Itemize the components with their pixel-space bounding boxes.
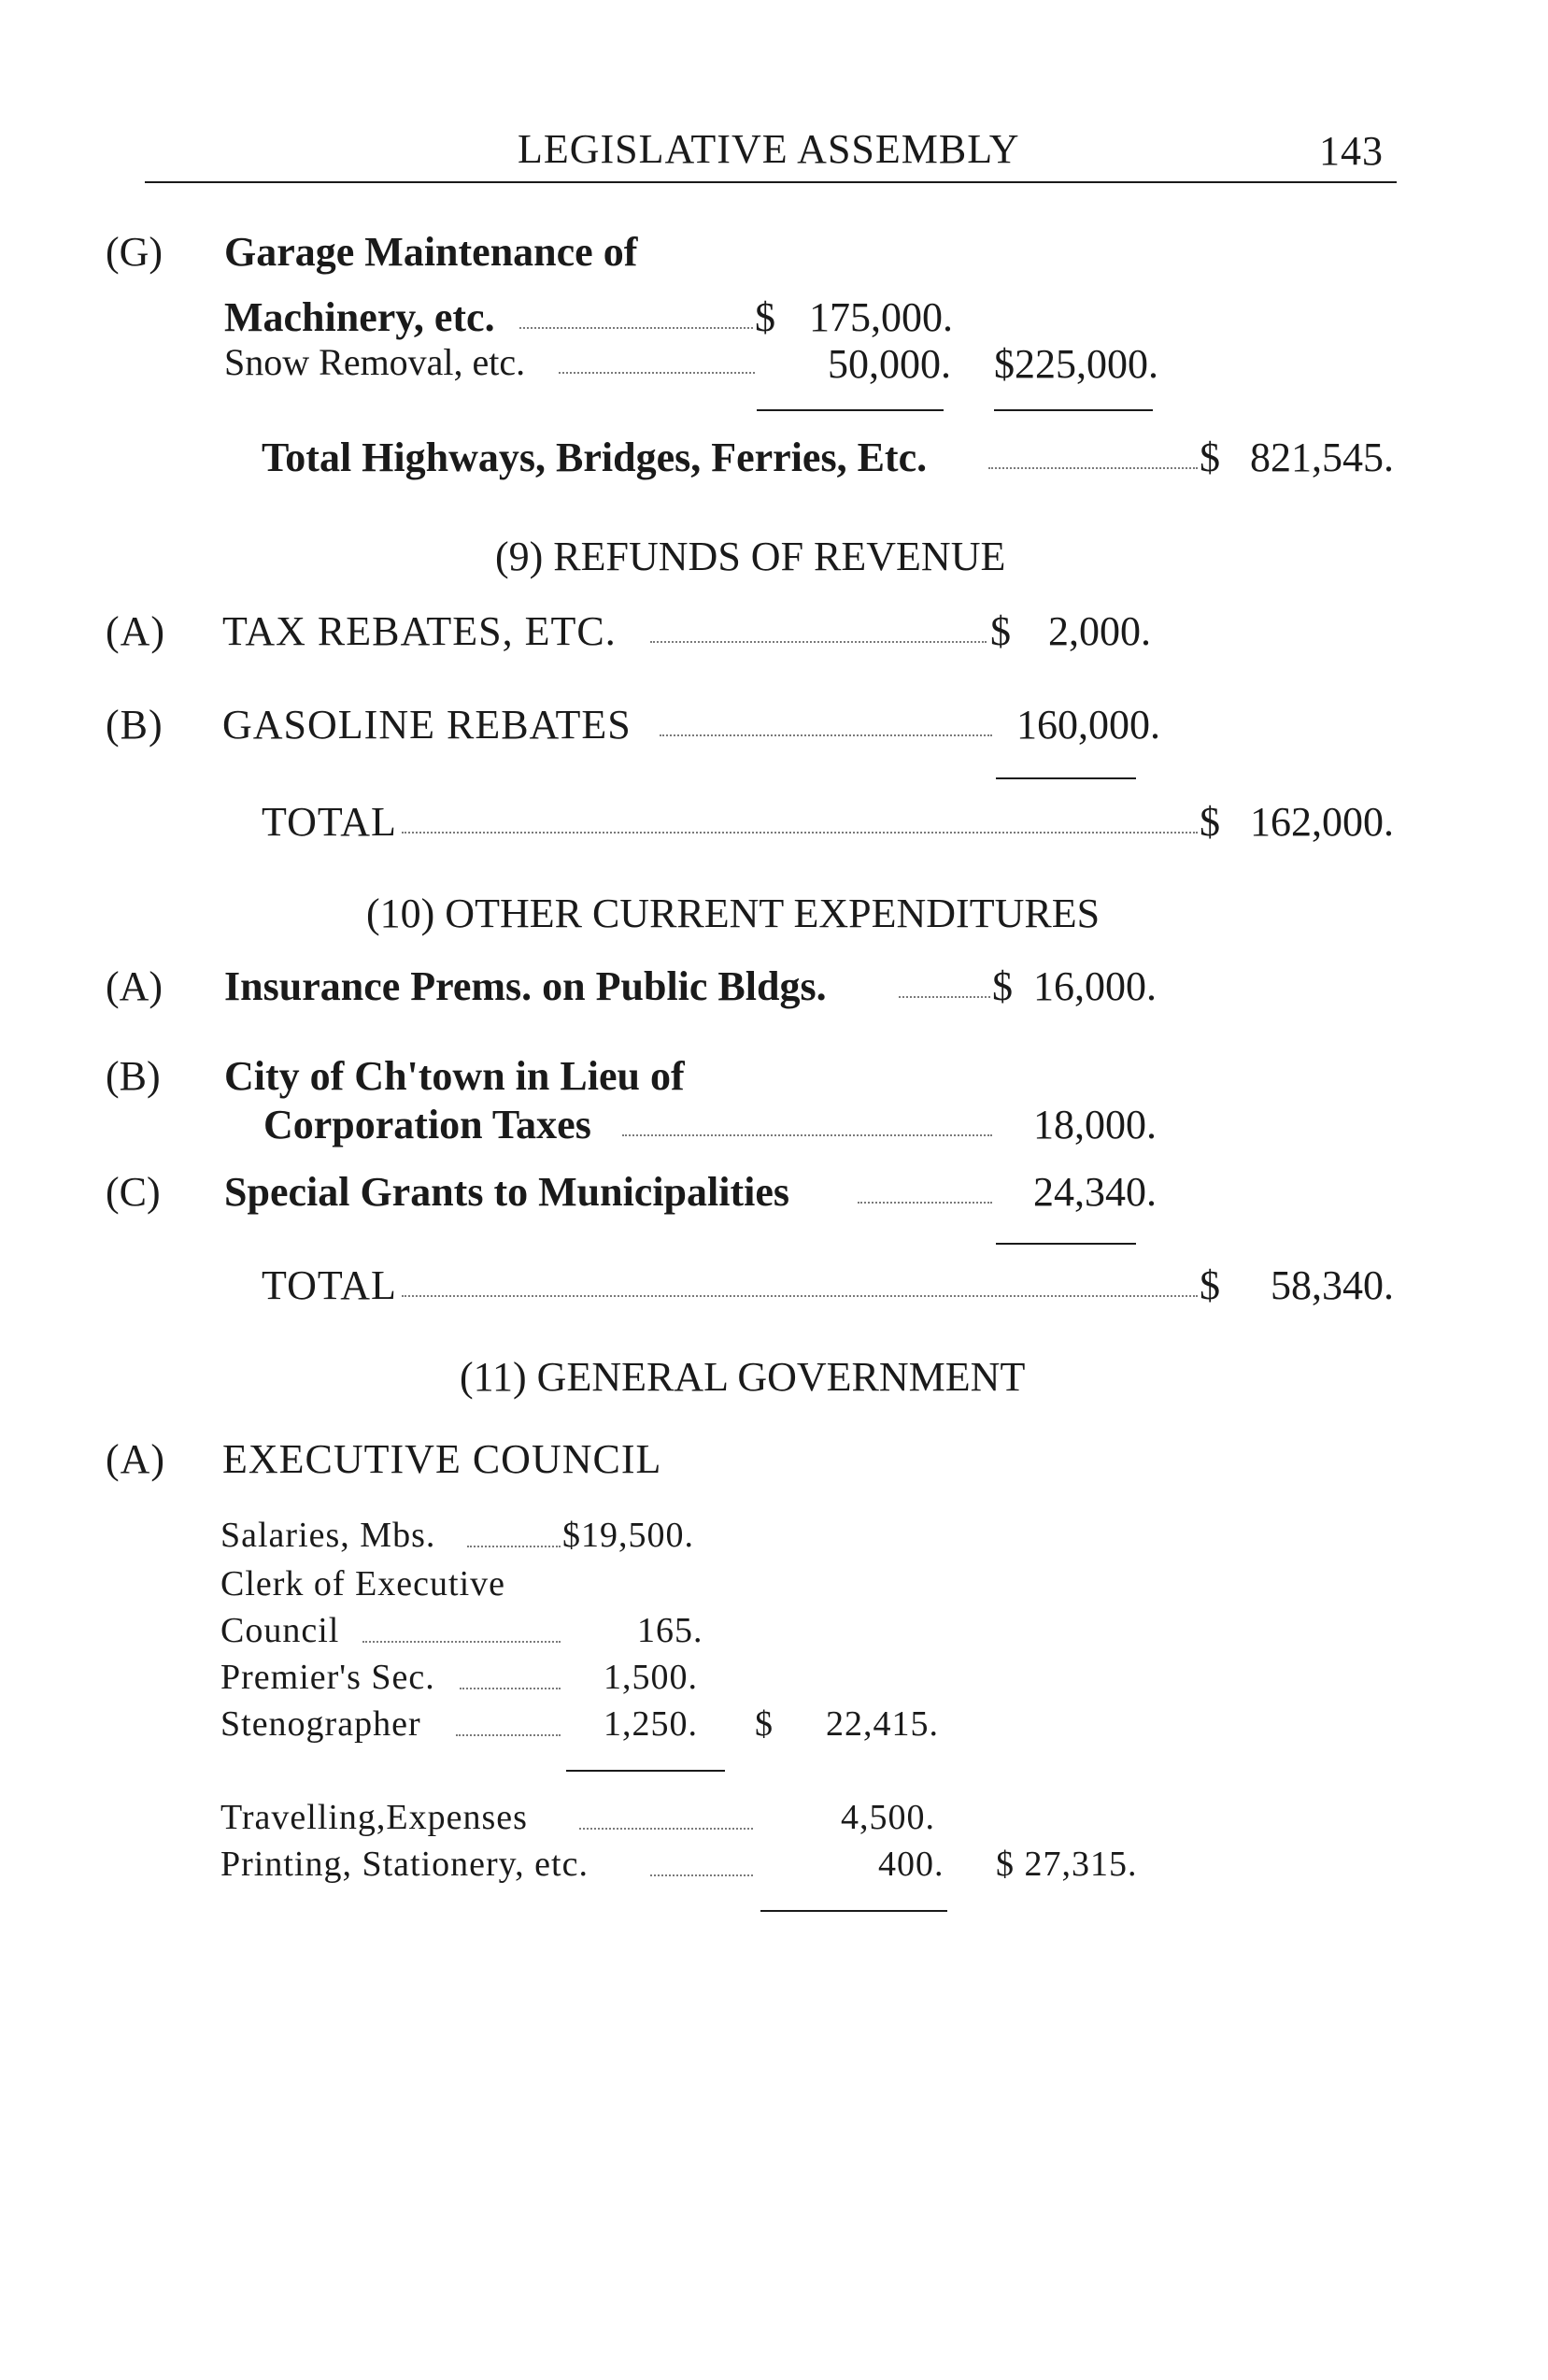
refund-b-name: GASOLINE REBATES — [222, 702, 632, 748]
exec-item-premier-name: Premier's Sec. — [220, 1658, 435, 1697]
section-g-label: (G) — [106, 229, 163, 275]
section-11-heading: (11) GENERAL GOVERNMENT — [460, 1354, 1026, 1400]
refund-a-label: (A) — [106, 608, 166, 654]
other-c-label: (C) — [106, 1169, 161, 1215]
section-10-heading: (10) OTHER CURRENT EXPENDITURES — [366, 891, 1101, 936]
leader-dots — [467, 1546, 561, 1547]
exec-item-salaries-name: Salaries, Mbs. — [220, 1516, 436, 1555]
exec-item-clerk-name-line2: Council — [220, 1611, 340, 1650]
other-c-name: Special Grants to Municipalities — [224, 1169, 789, 1215]
leader-dots — [622, 1134, 992, 1136]
exec-item-steno-name: Stenographer — [220, 1704, 421, 1744]
subtotal-rule — [994, 409, 1153, 411]
leader-dots — [579, 1828, 753, 1830]
other-b-name-line2: Corporation Taxes — [263, 1102, 591, 1147]
refund-a-amount: 2,000. — [1048, 608, 1151, 654]
other-b-label: (B) — [106, 1053, 161, 1099]
item-snow-subtotal: $225,000. — [994, 341, 1158, 387]
exec-item-premier-amount: 1,500. — [604, 1658, 698, 1697]
other-b-name-line1: City of Ch'town in Lieu of — [224, 1053, 685, 1099]
section-g-title: Garage Maintenance of — [224, 229, 638, 275]
exec-item-steno-amount: 1,250. — [604, 1704, 698, 1744]
other-a-currency: $ — [992, 963, 1013, 1009]
leader-dots — [899, 996, 990, 998]
section-9-total-currency: $ — [1200, 799, 1220, 845]
exec-council-title: EXECUTIVE COUNCIL — [222, 1436, 662, 1482]
running-header: LEGISLATIVE ASSEMBLY — [518, 126, 1020, 172]
leader-dots — [456, 1734, 561, 1736]
other-b-amount: 18,000. — [1033, 1102, 1157, 1147]
subtotal-rule — [566, 1770, 725, 1772]
other-c-amount: 24,340. — [1033, 1169, 1157, 1215]
section-10-total-amount: 58,340. — [1271, 1262, 1394, 1308]
exec-item-salaries-amount: $19,500. — [562, 1516, 694, 1555]
exec-council-label: (A) — [106, 1436, 166, 1482]
leader-dots — [660, 734, 992, 736]
leader-dots — [460, 1688, 561, 1689]
section-9-total-label: TOTAL — [262, 799, 397, 845]
section-10-total-currency: $ — [1200, 1262, 1220, 1308]
leader-dots — [559, 372, 755, 374]
refund-b-label: (B) — [106, 702, 163, 748]
exec-item-printing-subtotal: 400. — [878, 1845, 944, 1884]
leader-dots — [650, 641, 987, 643]
section-9-heading: (9) REFUNDS OF REVENUE — [495, 534, 1006, 579]
item-snow-name: Snow Removal, etc. — [224, 341, 526, 383]
leader-dots — [650, 1874, 753, 1876]
exec-item-steno-sub-currency: $ — [755, 1704, 774, 1744]
total-highways-label: Total Highways, Bridges, Ferries, Etc. — [262, 435, 928, 480]
item-machinery-currency: $ — [755, 294, 775, 340]
leader-dots — [362, 1641, 561, 1643]
leader-dots — [988, 467, 1198, 469]
other-a-label: (A) — [106, 963, 163, 1009]
leader-dots — [402, 832, 1198, 834]
exec-item-travelling-subtotal: 4,500. — [841, 1798, 935, 1837]
refund-a-currency: $ — [990, 608, 1011, 654]
section-9-total-amount: 162,000. — [1250, 799, 1394, 845]
leader-dots — [519, 327, 753, 329]
subtotal-rule — [996, 777, 1136, 779]
total-highways-amount: 821,545. — [1250, 435, 1394, 480]
total-highways-currency: $ — [1200, 435, 1220, 480]
exec-item-printing-total: $ 27,315. — [996, 1845, 1138, 1884]
subtotal-rule — [757, 409, 944, 411]
page-number: 143 — [1319, 128, 1384, 174]
section-10-total-label: TOTAL — [262, 1262, 397, 1308]
refund-a-name: TAX REBATES, ETC. — [222, 608, 617, 654]
leader-dots — [402, 1295, 1198, 1297]
exec-item-clerk-amount: 165. — [637, 1611, 703, 1650]
other-a-amount: 16,000. — [1033, 963, 1157, 1009]
header-rule — [145, 181, 1397, 183]
exec-item-steno-subtotal: 22,415. — [826, 1704, 939, 1744]
refund-b-amount: 160,000. — [1016, 702, 1160, 748]
item-machinery-amount: 175,000. — [809, 294, 953, 340]
leader-dots — [858, 1202, 992, 1204]
exec-item-printing-name: Printing, Stationery, etc. — [220, 1845, 589, 1884]
subtotal-rule — [760, 1910, 947, 1912]
subtotal-rule — [996, 1243, 1136, 1245]
exec-item-clerk-name-line1: Clerk of Executive — [220, 1564, 506, 1603]
item-snow-amount: 50,000. — [828, 341, 951, 387]
other-a-name: Insurance Prems. on Public Bldgs. — [224, 963, 827, 1009]
item-machinery-name: Machinery, etc. — [224, 294, 495, 340]
exec-item-travelling-name: Travelling,Expenses — [220, 1798, 528, 1837]
